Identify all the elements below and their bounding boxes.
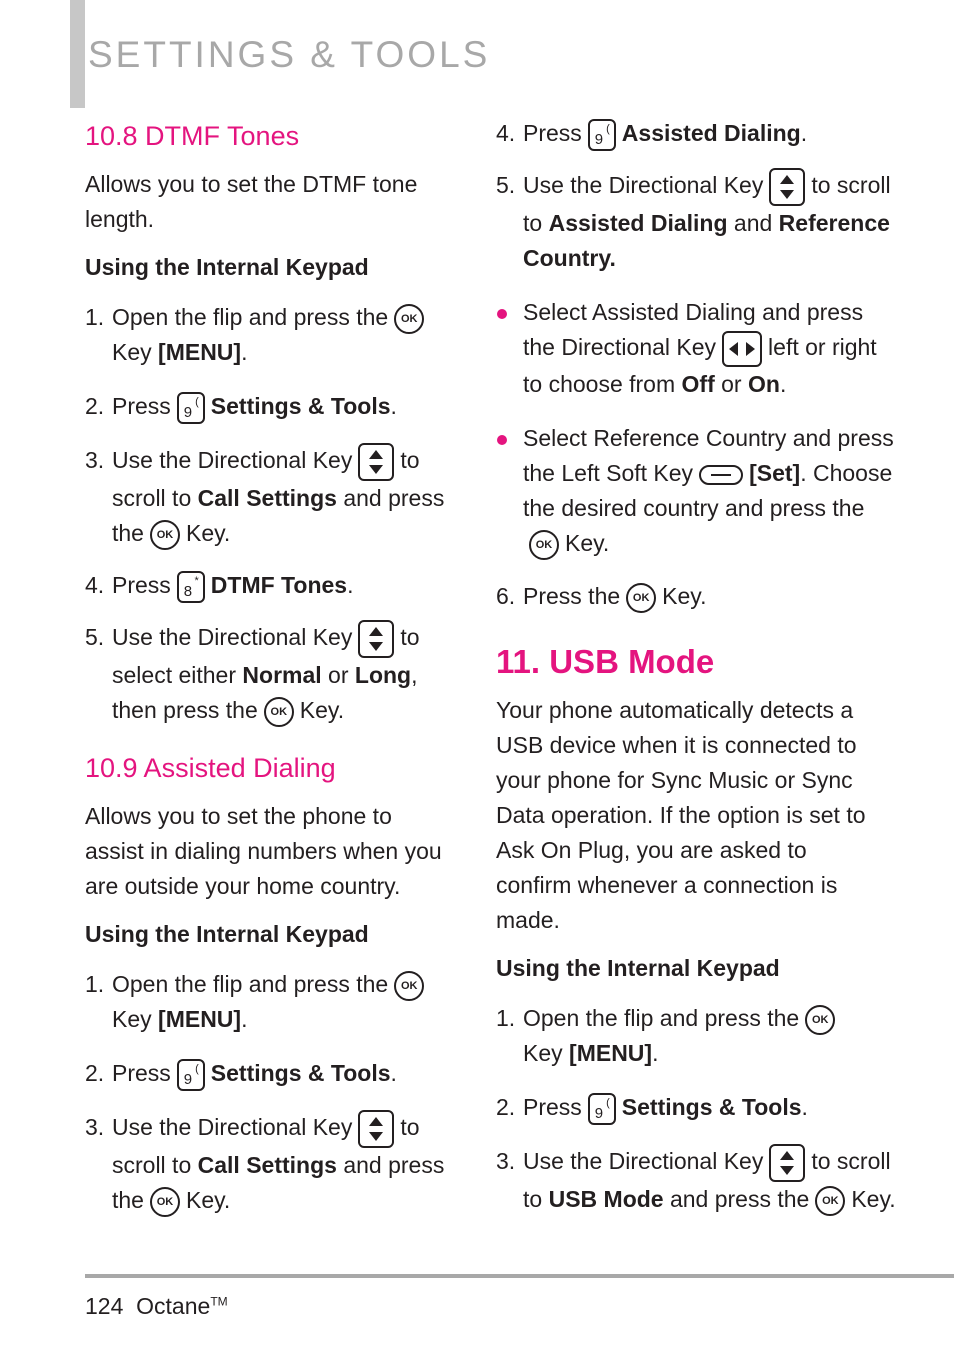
- step-text: Key.: [662, 582, 707, 609]
- ok-key-icon: OK: [394, 971, 424, 1001]
- step-number: 1.: [85, 304, 105, 330]
- step-text: to scroll to: [523, 172, 891, 236]
- option-on: On: [747, 370, 780, 397]
- step-number: 3.: [496, 1147, 516, 1174]
- option-normal: Normal: [242, 662, 322, 688]
- step-number: 6.: [496, 582, 516, 609]
- section-title-dtmf-tones: 10.8 DTMF Tones: [85, 121, 300, 151]
- menu-item: USB Mode: [548, 1185, 664, 1212]
- step-number: 3.: [85, 447, 105, 473]
- step-text: and: [733, 210, 773, 236]
- left-soft-key-icon: [699, 465, 743, 485]
- directional-up-down-key-icon: [358, 1110, 394, 1148]
- bullet-text: Select Assisted Dialing and press the Directional Key: [523, 299, 864, 360]
- header-bar: [70, 0, 85, 108]
- page-header-title: SETTINGS & TOOLS: [88, 34, 491, 75]
- step-number: 4.: [85, 572, 105, 598]
- bullet-text: Select Reference Country and press the Left Soft Key: [523, 424, 894, 486]
- key-9-icon: [588, 119, 616, 151]
- step-text: Key.: [851, 1185, 896, 1212]
- step-number: 2.: [496, 1093, 516, 1120]
- step-text: Press: [523, 1093, 582, 1120]
- assisted-bullet-1: [496, 295, 896, 402]
- key-digit: 9: [183, 403, 193, 421]
- key-digit: 8: [183, 582, 193, 600]
- menu-label: [MENU]: [158, 1006, 242, 1032]
- ok-key-icon: OK: [529, 530, 559, 560]
- key-symbol: (: [195, 1062, 199, 1075]
- usb-step-3: [496, 1144, 896, 1217]
- ok-key-icon: OK: [150, 1187, 180, 1217]
- menu-path: Settings & Tools: [210, 1060, 391, 1086]
- assisted-subhead: Using the Internal Keypad: [85, 921, 369, 947]
- dtmf-step-1: [85, 300, 450, 370]
- page-footer: [85, 1293, 228, 1320]
- step-text: Key: [112, 339, 152, 365]
- key-digit: 9: [594, 1104, 604, 1122]
- key-symbol: *: [194, 574, 199, 587]
- footer-rule: [85, 1274, 954, 1278]
- step-text: Key: [523, 1039, 563, 1066]
- step-text: .: [801, 1093, 808, 1120]
- step-text: .: [390, 393, 397, 419]
- page-number: 124: [85, 1293, 124, 1319]
- left-column: [85, 110, 450, 1218]
- step-text: Press: [112, 393, 171, 419]
- menu-item: Call Settings: [197, 1152, 337, 1178]
- assisted-step-3: [85, 1110, 450, 1218]
- menu-path: Settings & Tools: [210, 393, 391, 419]
- dtmf-step-2: [85, 389, 450, 424]
- assisted-step-6: [496, 579, 896, 614]
- option-off: Off: [681, 370, 715, 397]
- option-long: Long: [354, 662, 412, 688]
- step-number: 1.: [496, 1004, 516, 1031]
- step-text: to select either: [112, 624, 420, 688]
- step-text: Open the flip and press the: [112, 971, 389, 997]
- section-title-assisted-dialing: 10.9 Assisted Dialing: [85, 753, 336, 783]
- ok-key-icon: OK: [815, 1186, 845, 1216]
- directional-up-down-key-icon: [769, 1144, 805, 1182]
- step-text: Key.: [299, 697, 345, 723]
- step-text: to scroll to: [112, 1114, 420, 1178]
- step-text: Key.: [185, 520, 231, 546]
- section-title-usb-mode: 11. USB Mode: [496, 642, 715, 680]
- dtmf-step-5: [85, 620, 450, 728]
- step-text: Press: [523, 120, 582, 146]
- dtmf-subhead: Using the Internal Keypad: [85, 254, 369, 280]
- directional-up-down-key-icon: [769, 168, 805, 206]
- dtmf-step-3: [85, 443, 450, 551]
- assisted-step-2: [85, 1056, 450, 1091]
- step-text: Key: [112, 1006, 152, 1032]
- product-name: Octane: [136, 1293, 211, 1319]
- step-number: 2.: [85, 393, 105, 419]
- dtmf-intro: Allows you to set the DTMF tone length.: [85, 171, 418, 232]
- bullet-dot: [497, 309, 507, 319]
- key-9-icon: [177, 1059, 205, 1091]
- step-text: .: [800, 120, 808, 146]
- step-text: and press the: [112, 1152, 445, 1213]
- menu-path: Settings & Tools: [621, 1093, 802, 1120]
- bullet-dot: [497, 435, 507, 445]
- assisted-step-5: [496, 168, 896, 276]
- right-column: [496, 110, 896, 1217]
- step-number: 1.: [85, 971, 105, 997]
- assisted-bullet-2: [496, 421, 896, 561]
- step-number: 3.: [85, 1114, 105, 1140]
- ok-key-icon: OK: [150, 520, 180, 550]
- step-text: Use the Directional Key: [112, 624, 353, 651]
- step-text: or: [328, 662, 349, 688]
- menu-label: [MENU]: [569, 1039, 653, 1066]
- menu-item: Assisted Dialing: [621, 120, 801, 146]
- step-text: , then press the: [112, 662, 418, 723]
- key-symbol: (: [606, 122, 610, 135]
- step-text: and press the: [112, 485, 445, 546]
- menu-label: [MENU]: [158, 339, 242, 365]
- ok-key-icon: OK: [805, 1005, 835, 1035]
- step-text: Open the flip and press the: [112, 304, 389, 330]
- assisted-step-1: [85, 967, 450, 1037]
- dtmf-step-4: [85, 568, 450, 603]
- step-number: 2.: [85, 1060, 105, 1086]
- usb-subhead: Using the Internal Keypad: [496, 954, 780, 981]
- set-label: [Set]: [749, 459, 801, 486]
- bullet-text: left or right to choose from: [523, 334, 877, 397]
- menu-item: DTMF Tones: [210, 572, 348, 598]
- step-text: .: [241, 1006, 248, 1032]
- step-text: Use the Directional Key: [523, 172, 764, 199]
- key-symbol: (: [195, 395, 199, 408]
- step-number: 5.: [85, 624, 105, 650]
- menu-item: Assisted Dialing: [548, 210, 728, 236]
- directional-up-down-key-icon: [358, 443, 394, 481]
- key-digit: 9: [183, 1070, 193, 1088]
- step-text: Key.: [185, 1187, 231, 1213]
- ok-key-icon: OK: [626, 583, 656, 613]
- step-text: Press: [112, 1060, 171, 1086]
- step-text: Use the Directional Key: [112, 447, 353, 474]
- step-text: Use the Directional Key: [112, 1114, 353, 1141]
- key-8-icon: [177, 571, 205, 603]
- step-text: Press the: [523, 582, 621, 609]
- step-text: Open the flip and press the: [523, 1004, 800, 1031]
- usb-step-1: [496, 1001, 896, 1071]
- bullet-text: . Choose the desired country and press the: [523, 459, 893, 521]
- menu-item: Call Settings: [197, 485, 337, 511]
- key-9-icon: [177, 392, 205, 424]
- step-number: 5.: [496, 172, 516, 198]
- assisted-step-4: [496, 116, 896, 151]
- key-symbol: (: [606, 1096, 610, 1109]
- menu-item: Reference Country.: [523, 210, 890, 271]
- directional-up-down-key-icon: [358, 620, 394, 658]
- step-text: .: [652, 1039, 659, 1066]
- key-digit: 9: [594, 130, 604, 148]
- bullet-text: .: [779, 370, 787, 397]
- ok-key-icon: OK: [394, 304, 424, 334]
- usb-step-2: [496, 1090, 896, 1125]
- step-text: .: [390, 1060, 397, 1086]
- key-9-icon: [588, 1093, 616, 1125]
- step-text: to scroll to: [112, 447, 420, 511]
- step-text: Press: [112, 572, 171, 598]
- trademark: TM: [210, 1294, 228, 1309]
- assisted-intro: Allows you to set the phone to assist in dialing numbers when you are outside your home country.: [85, 803, 442, 899]
- step-text: and press the: [669, 1185, 810, 1212]
- bullet-text: Key.: [565, 529, 610, 556]
- step-text: .: [347, 572, 354, 598]
- step-text: Use the Directional Key: [523, 1148, 764, 1174]
- step-text: .: [241, 339, 248, 365]
- directional-left-right-key-icon: [722, 331, 762, 367]
- step-text: to scroll to: [523, 1148, 891, 1212]
- step-number: 4.: [496, 120, 516, 146]
- bullet-text: or: [721, 370, 742, 397]
- ok-key-icon: OK: [264, 697, 294, 727]
- usb-intro: Your phone automatically detects a USB device when it is connected to your phone for Sync Music or Sync Data operation. If the option is set to Ask On Plug, you are asked to confirm whenever a connection is made.: [496, 696, 866, 933]
